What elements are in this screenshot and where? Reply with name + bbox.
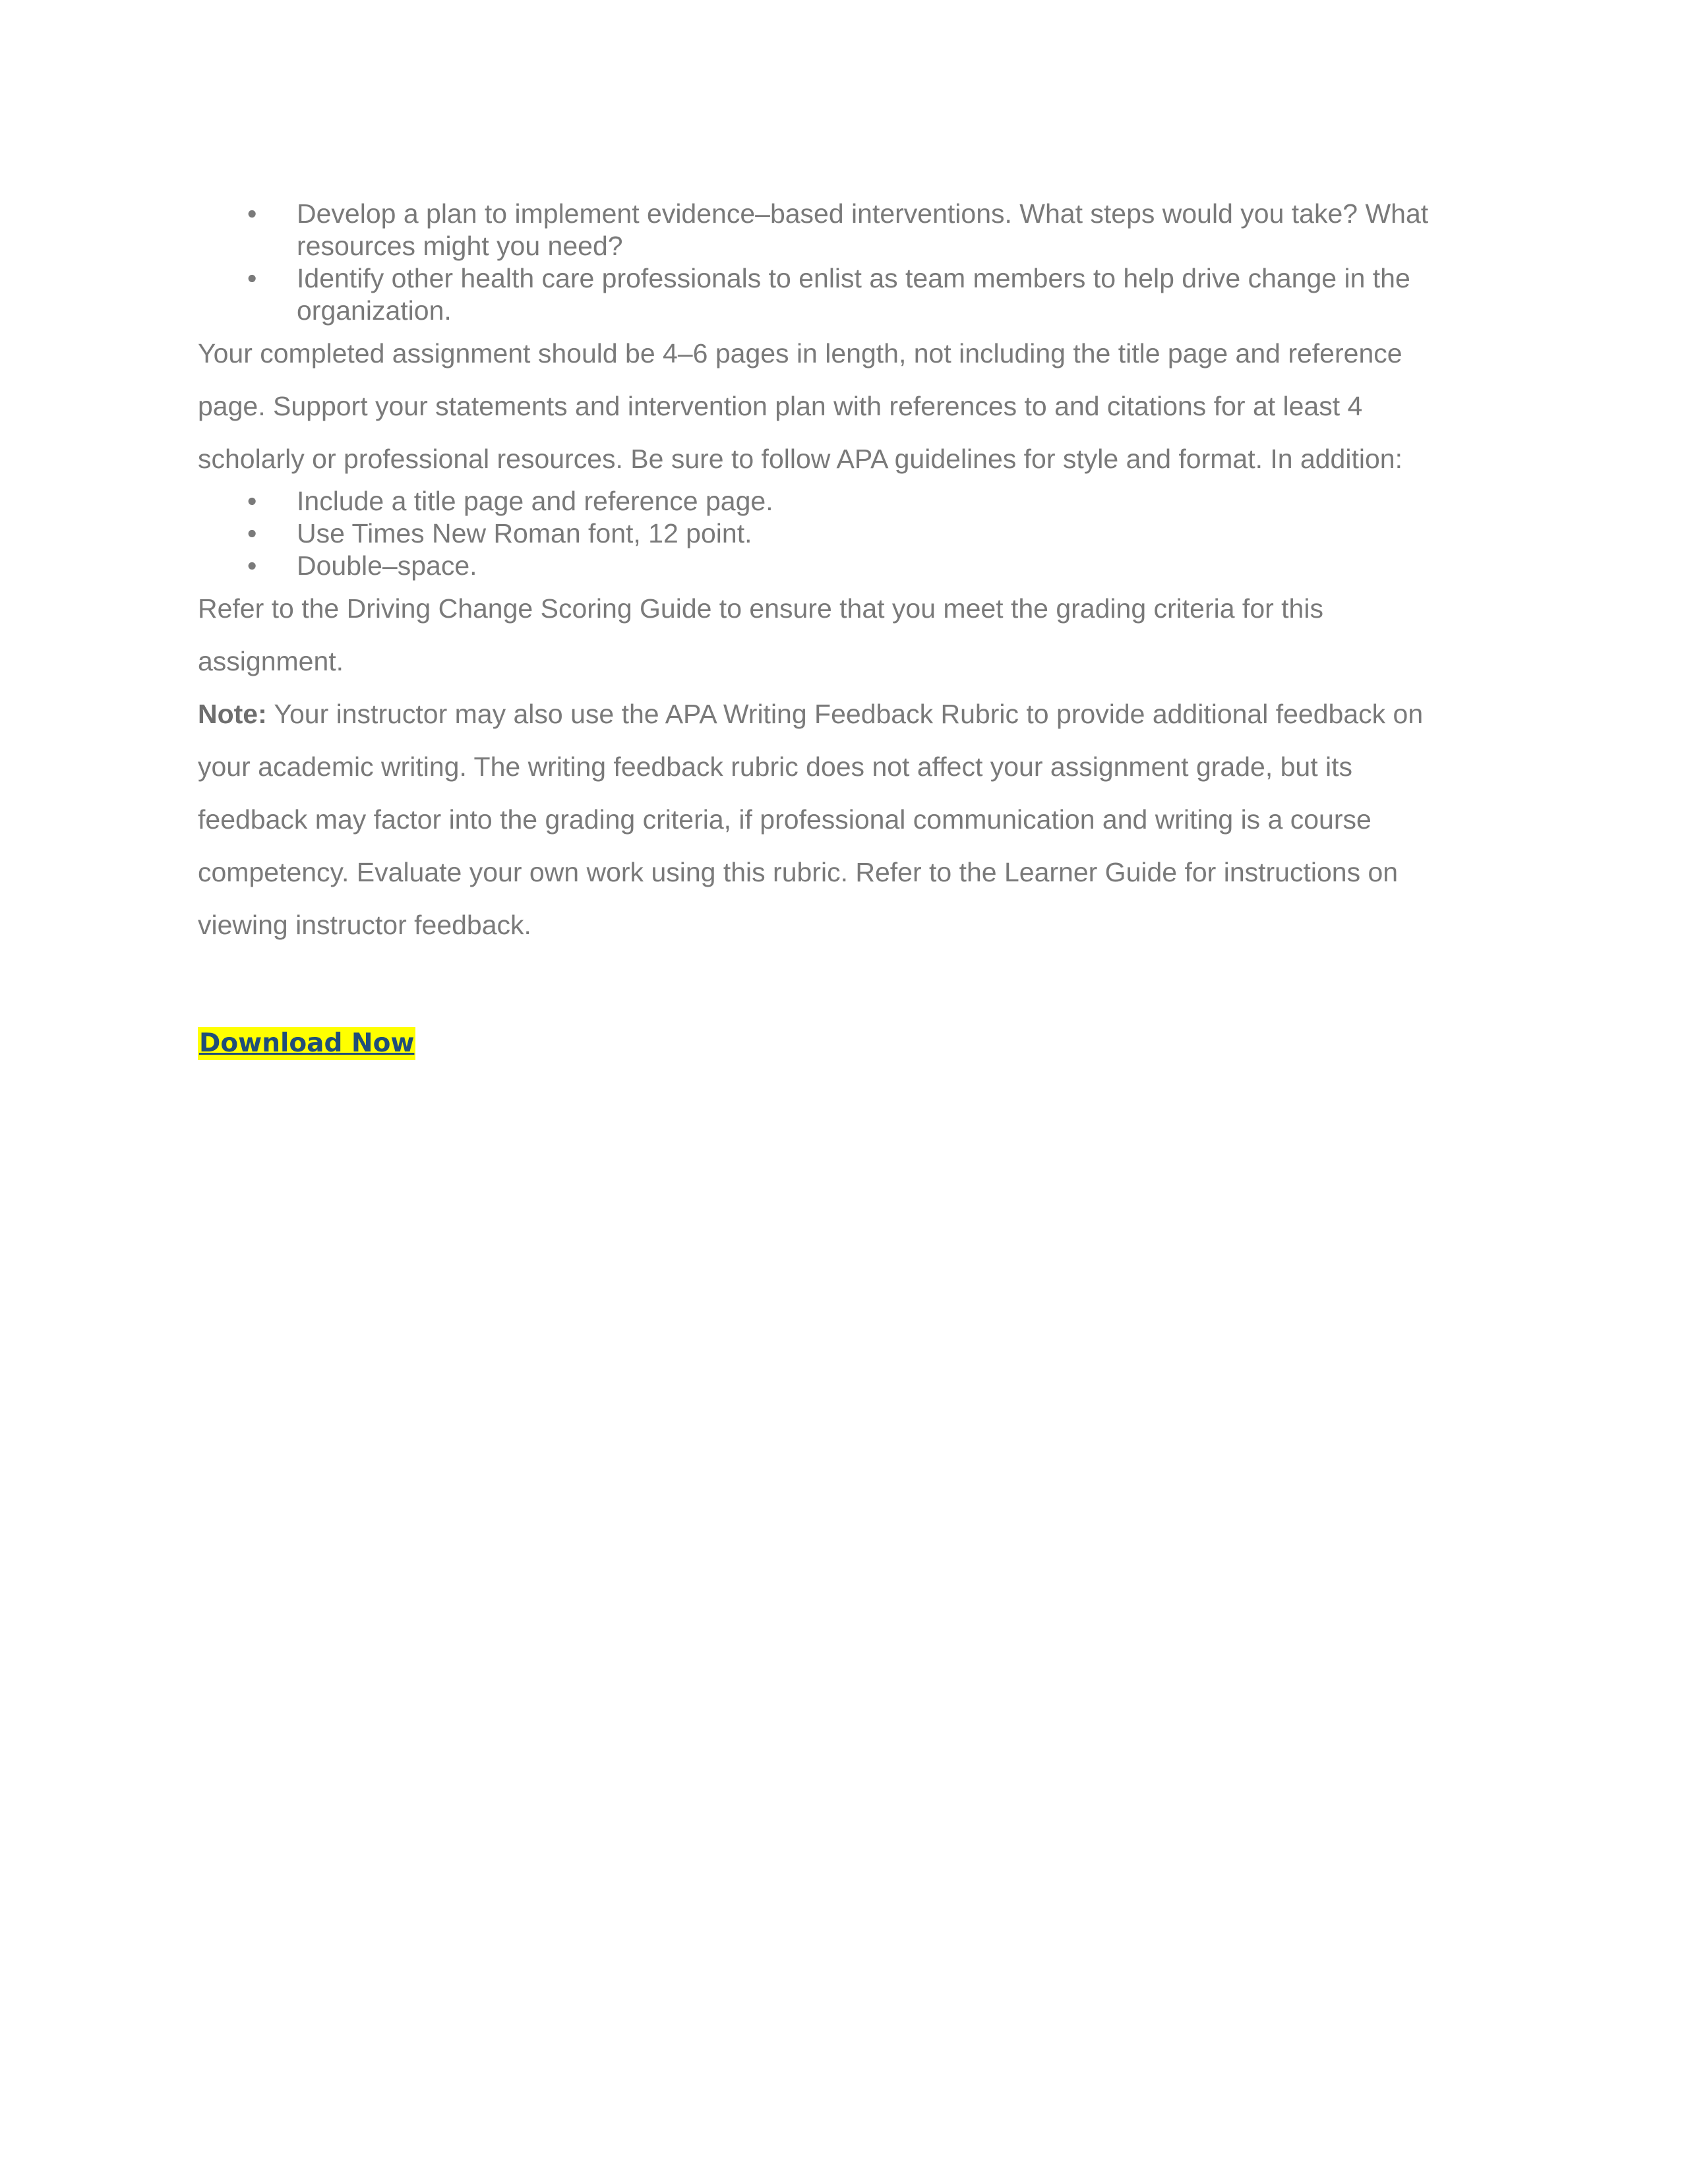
scoring-guide-paragraph: Refer to the Driving Change Scoring Guide to ensure that you meet the grading criteria for this assignment. — [198, 593, 1323, 676]
list-item — [198, 198, 1464, 262]
bullet-icon: • — [247, 486, 257, 516]
intervention-bullet-list — [198, 198, 1464, 327]
note-label: Note: — [198, 699, 267, 729]
assignment-length-paragraph: Your completed assignment should be 4–6 pages in length, not including the title page and reference page. Support your statements and intervention plan with references to and citations for at least 4 scholarly or professional resources. Be sure to follow APA guidelines for style and format. In addition: — [198, 338, 1402, 474]
download-now-link[interactable]: Download Now — [198, 1027, 415, 1060]
page-content — [198, 198, 1464, 1060]
list-item — [198, 485, 1464, 517]
bullet-icon: • — [247, 518, 257, 548]
bullet-icon: • — [247, 550, 257, 581]
download-section — [198, 1027, 1464, 1060]
list-item — [198, 517, 1464, 550]
note-text: Your instructor may also use the APA Writing Feedback Rubric to provide additional feedback on your academic writing. The writing feedback rubric does not affect your assignment grade, but its feedback may factor into the grading criteria, if professional communication and writing is a course competency. Evaluate your own work using this rubric. Refer to the Learner Guide for instructions on viewing instructor feedback. — [198, 699, 1424, 940]
note-paragraph — [198, 688, 1464, 951]
list-item-text: Develop a plan to implement evidence–based interventions. What steps would you take? What resources might you need? — [297, 198, 1429, 261]
bullet-icon: • — [247, 198, 257, 229]
format-bullet-list — [198, 485, 1464, 582]
list-item-text: Use Times New Roman font, 12 point. — [297, 518, 752, 548]
list-item-text: Double–space. — [297, 550, 477, 581]
list-item — [198, 262, 1464, 327]
list-item-text: Identify other health care professionals to enlist as team members to help drive change in the organization. — [297, 263, 1410, 326]
bullet-icon: • — [247, 263, 257, 293]
list-item — [198, 550, 1464, 582]
list-item-text: Include a title page and reference page. — [297, 486, 773, 516]
